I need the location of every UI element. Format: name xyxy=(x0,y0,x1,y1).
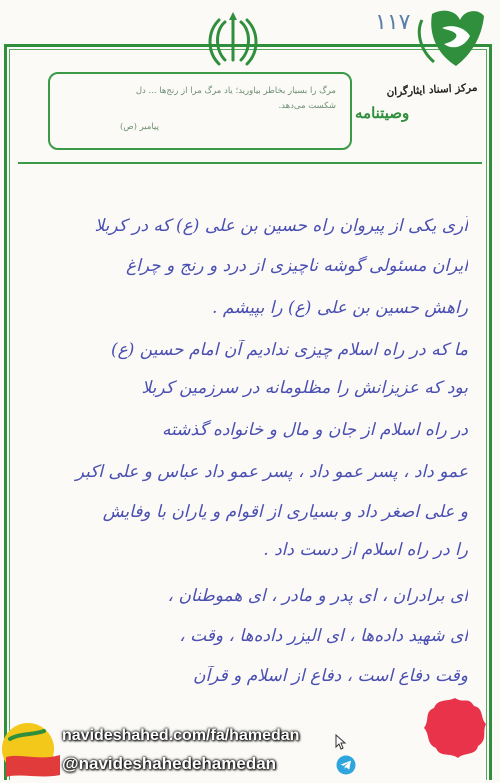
page-number: ۱۱۷ xyxy=(375,10,411,35)
handwritten-line: و علی اصغر داد و بسیاری از اقوام و یاران با وفایش xyxy=(102,502,468,522)
handwritten-line: راهش حسین بن علی (ع) را بپیشم . xyxy=(212,298,468,318)
handwritten-line: بود که عزیزانش را مظلومانه در سرزمین کربلا xyxy=(141,378,468,398)
navideshahed-logo-icon xyxy=(0,713,66,783)
handwritten-line: ما که در راه اسلام چیزی ندادیم آن امام حسین (ع) xyxy=(111,340,468,360)
handwritten-line: ای شهید داده‌ها ، ای الیزر داده‌ها ، وقت ، xyxy=(179,626,468,646)
handwritten-line: ای برادران ، ای پدر و مادر ، ای هموطنان ، xyxy=(167,586,468,606)
handwritten-line: در راه اسلام از جان و مال و خانواده گذشته xyxy=(162,420,468,440)
telegram-icon xyxy=(336,755,356,775)
handwritten-line: عمو داد ، پسر عمو داد ، پسر عمو داد عباس و علی اکبر xyxy=(75,462,468,482)
quote-text: مرگ را بسیار بخاطر بیاورید؛ یاد مرگ مرا از رنج‌ها ... دل شکست می‌دهد. xyxy=(135,86,336,111)
handwritten-line: را در راه اسلام از دست داد . xyxy=(263,540,468,560)
handwritten-line: وقت دفاع است ، دفاع از اسلام و قرآن xyxy=(193,666,468,686)
org-name: مرکز اسناد ایثارگران xyxy=(386,81,478,99)
header-divider xyxy=(18,162,482,164)
vasiyat-title: وصیتنامه xyxy=(355,104,410,122)
footer-url: navideshahed.com/fa/hamedan xyxy=(62,727,300,744)
isargaran-logo-icon xyxy=(412,6,494,76)
cursor-icon xyxy=(335,734,347,750)
quote-box xyxy=(48,72,352,150)
footer-handle: @navideshahedehamedan xyxy=(62,754,277,773)
handwritten-line: آری یکی از پیروان راه حسین بن علی (ع) که در کربلا xyxy=(94,216,468,236)
quote-author: پیامبر (ص) xyxy=(120,122,159,132)
red-stamp-icon xyxy=(420,692,490,762)
handwritten-line: ایران مسئولی گوشه ناچیزی از درد و رنج و چراغ xyxy=(125,256,468,276)
iran-emblem-icon xyxy=(205,10,261,70)
